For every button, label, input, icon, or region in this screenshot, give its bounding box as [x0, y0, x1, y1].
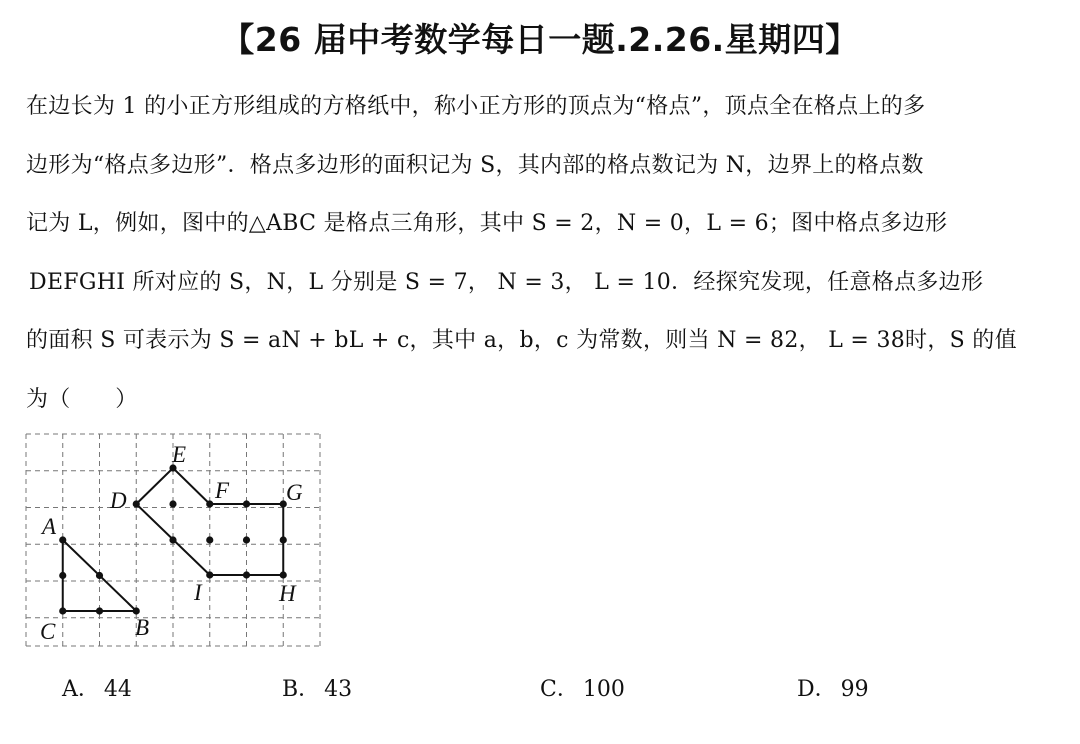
option-a[interactable]	[62, 672, 132, 703]
option-value: 43	[324, 677, 353, 702]
option-value: 99	[840, 677, 869, 702]
label-b: B	[135, 615, 150, 640]
problem-line: 记为 L，例如，图中的△ABC 是格点三角形，其中 S = 2，N = 0，L = 6；图中格点多边形	[26, 211, 948, 236]
problem-text	[26, 78, 1060, 429]
answer-options	[0, 672, 1080, 702]
label-h: H	[279, 581, 296, 606]
problem-line: 边形为“格点多边形”．格点多边形的面积记为 S，其内部的格点数记为 N，边界上的格点数	[26, 152, 924, 178]
label-i: I	[194, 580, 202, 605]
lattice-grid-svg	[22, 430, 332, 655]
option-letter: C．	[540, 677, 579, 702]
label-c: C	[40, 619, 56, 644]
label-d: D	[110, 488, 127, 513]
option-b[interactable]	[282, 672, 352, 703]
label-e: E	[172, 442, 187, 467]
problem-line: 的面积 S 可表示为 S = aN + bL + c，其中 a，b，c 为常数，则当 N = 82， L = 38时，S 的值	[26, 328, 1017, 353]
option-letter: A．	[62, 677, 100, 702]
option-value: 44	[103, 677, 132, 702]
label-g: G	[286, 480, 303, 505]
option-d[interactable]	[797, 672, 869, 703]
option-letter: B．	[282, 677, 321, 702]
polygon-defghi	[136, 468, 283, 575]
label-f: F	[215, 478, 230, 503]
problem-line: 为（ ）	[26, 386, 138, 412]
problem-line: DEFGHI 所对应的 S，N，L 分别是 S = 7， N = 3， L = 10．经探究发现，任意格点多边形	[29, 269, 984, 295]
label-a: A	[42, 514, 57, 539]
option-c[interactable]	[540, 672, 625, 703]
option-letter: D．	[797, 677, 837, 702]
page-title: 【26 届中考数学每日一题.2.26.星期四】	[221, 20, 859, 59]
lattice-figure	[22, 430, 332, 659]
option-value: 100	[582, 677, 625, 702]
lattice-points	[59, 464, 287, 614]
problem-line: 在边长为 1 的小正方形组成的方格纸中，称小正方形的顶点为“格点”，顶点全在格点上的多	[26, 94, 926, 119]
